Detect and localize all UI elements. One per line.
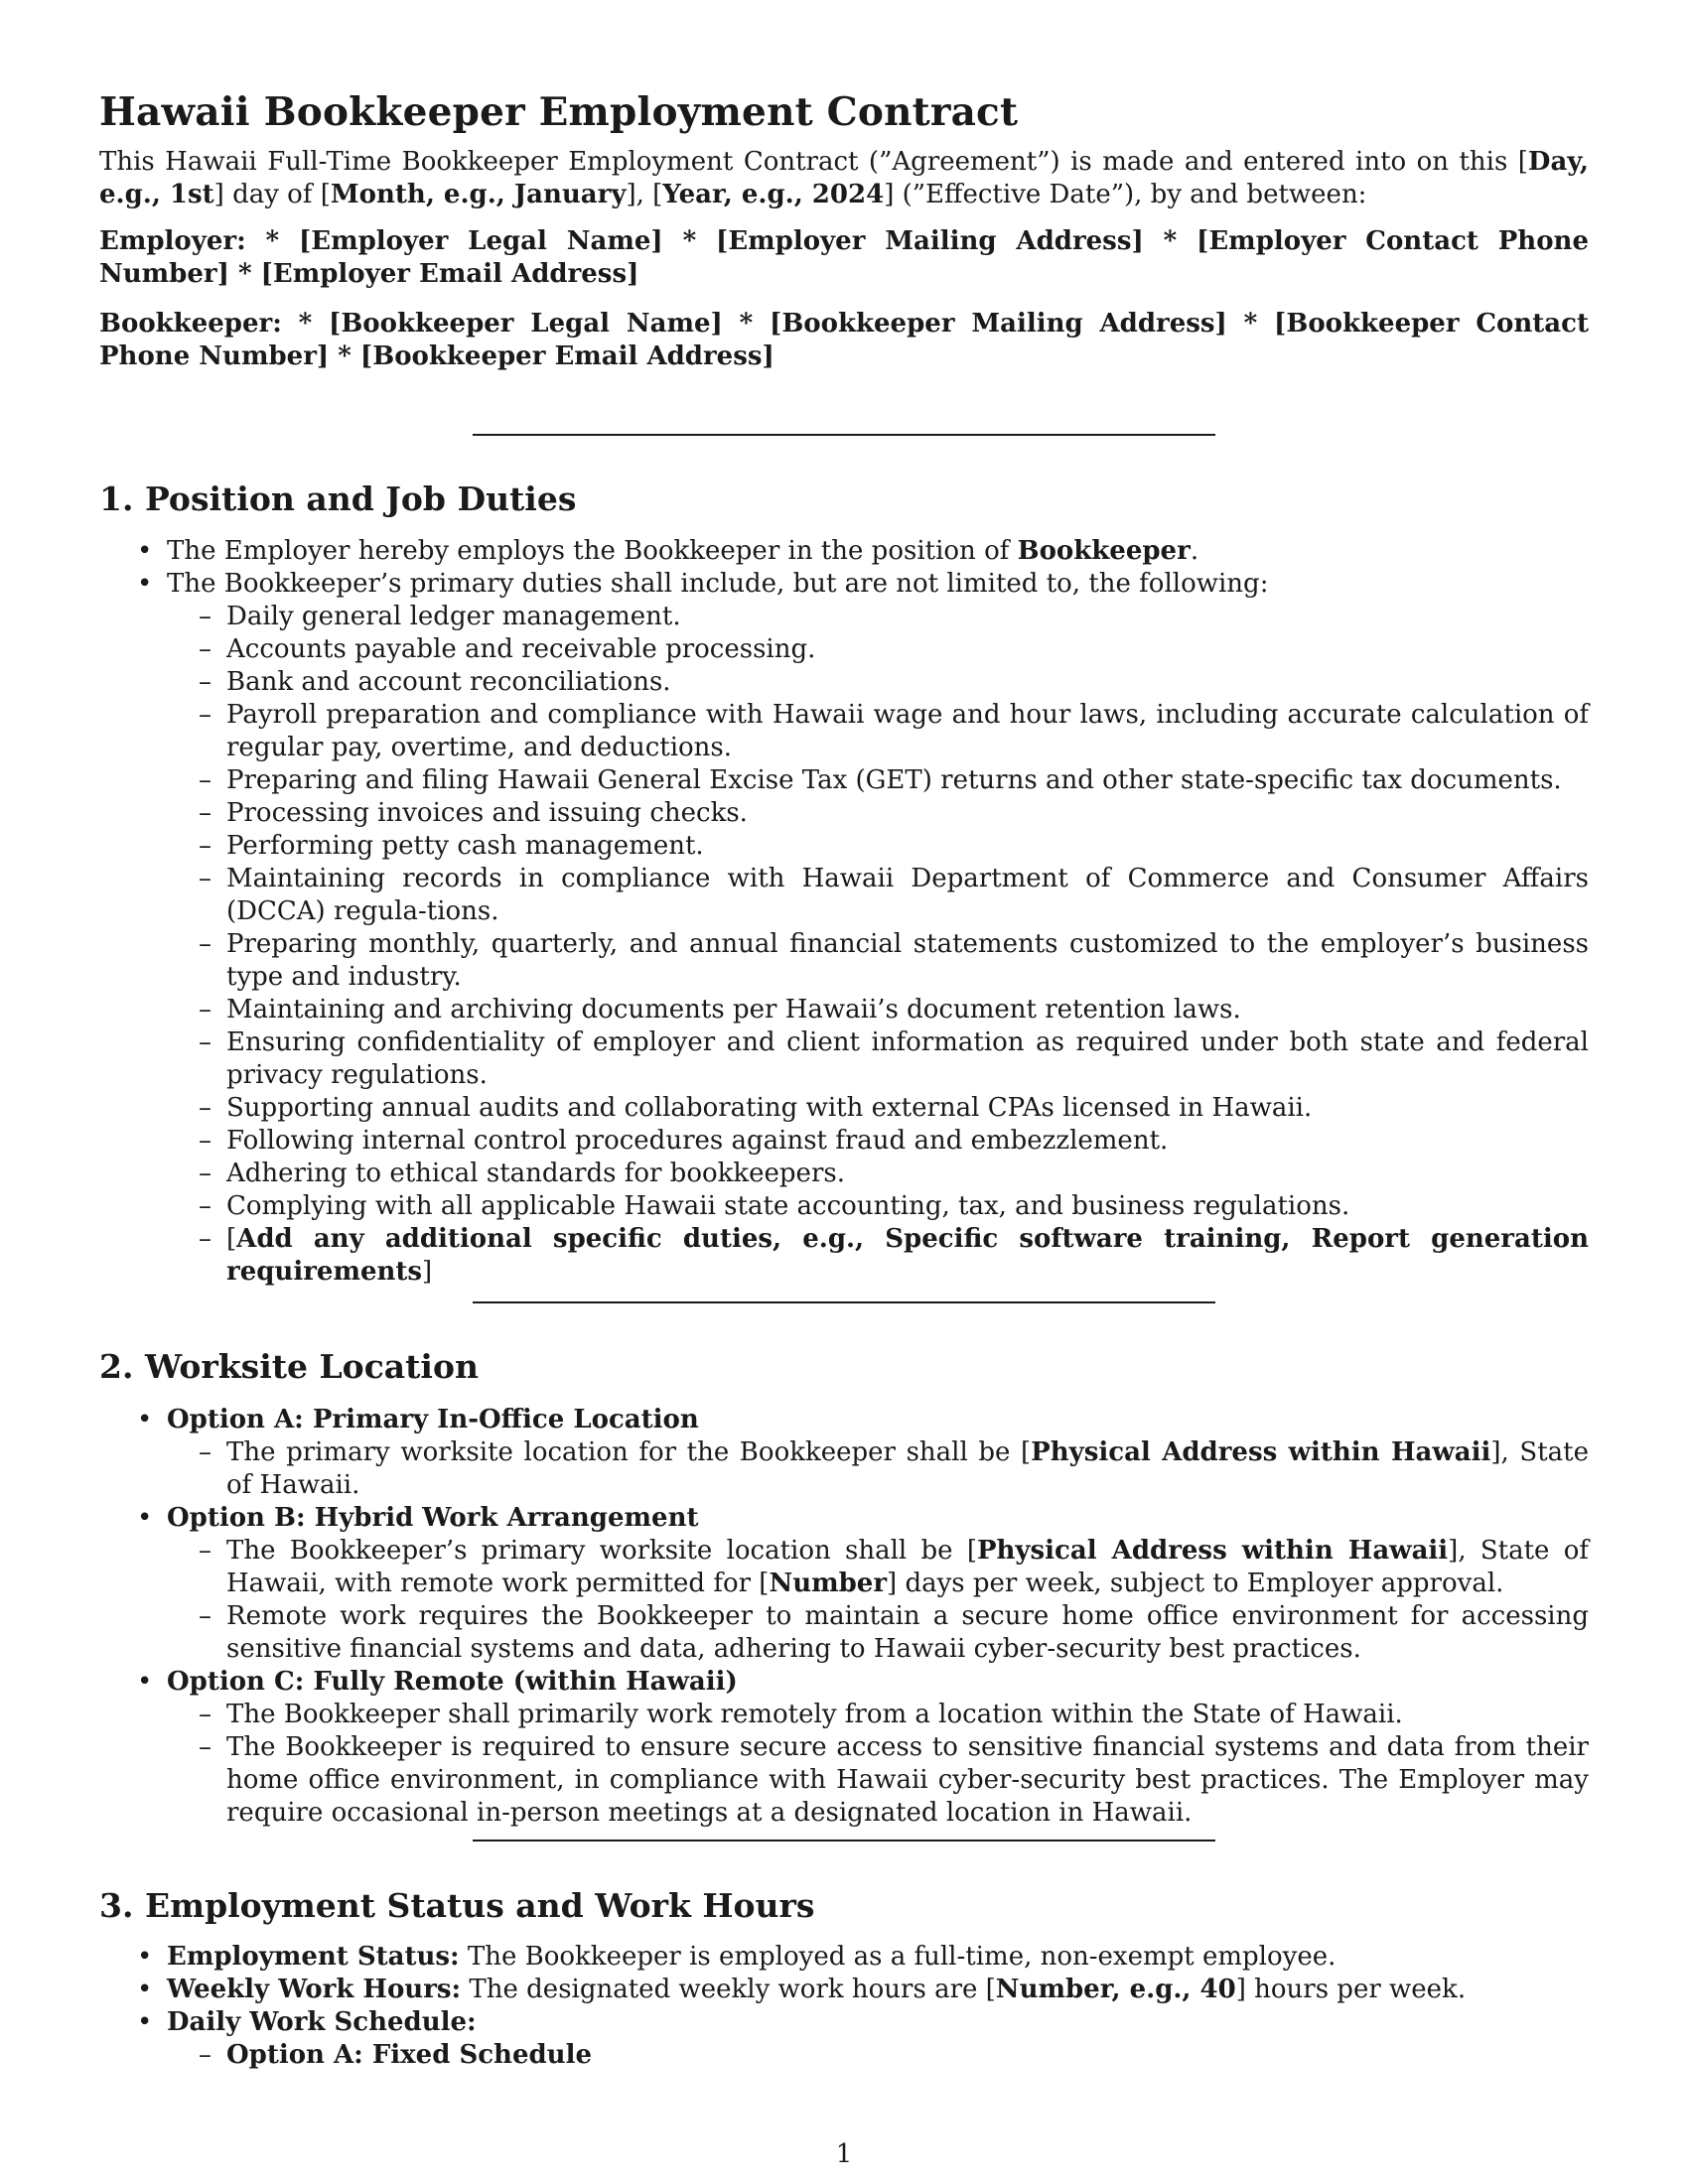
list-item: • Daily Work Schedule: – Option A: Fixed Schedule [99,2006,1589,2072]
list-item: • The Employer hereby employs the Bookkeeper in the position of Bookkeeper. [99,535,1589,568]
option-b-label: Option B: Hybrid Work Arrangement [167,1503,699,1533]
duty-item: – Processing invoices and issuing checks. [167,797,1589,830]
bookkeeper-label: Bookkeeper: [99,309,282,339]
duty-item: – [Add any additional specific duties, e.g., Specific software training, Report generation requirements] [167,1223,1589,1289]
list-item: – Option A: Fixed Schedule [167,2039,1589,2072]
section-3-list [99,1941,1589,2072]
employer-label: Employer: [99,226,246,256]
duty-item: – Ensuring confidentiality of employer and client information as required under both state and federal privacy regulations. [167,1026,1589,1092]
list-item: • Employment Status: The Bookkeeper is employed as a full-time, non-exempt employee. [99,1941,1589,1974]
duty-item: – Performing petty cash management. [167,830,1589,863]
bookkeeper-block: Bookkeeper: * [Bookkeeper Legal Name] * [Bookkeeper Mailing Address] * [Bookkeeper Contact Phone Number] * [Bookkeeper Email Address] [99,309,1589,371]
list-item: – The Bookkeeper’s primary worksite location shall be [Physical Address within Hawaii], State of Hawaii, with remote work permitted for [Number] days per week, subject to Employer approval. [167,1535,1589,1600]
employer-name: Employer Legal Name [311,226,651,256]
section-2-list [99,1404,1589,1830]
page-number: 1 [835,2139,853,2169]
list-item: – The Bookkeeper is required to ensure secure access to sensitive financial systems and data from their home office environment, in compliance with Hawaii cyber-security best practices. The Employer may require occasional in-person meetings at a designated location in Hawaii. [167,1731,1589,1830]
employer-block: Employer: * [Employer Legal Name] * [Employer Mailing Address] * [Employer Contact Phone Number] * [Employer Email Address] [99,226,1589,289]
list-item: • The Bookkeeper’s primary duties shall include, but are not limited to, the following: – Daily general ledger management. – Accounts payable and receivable processing. – Bank and account reconciliations. – Payroll preparation and compliance with Hawaii wage and hour laws, including accurate calculation of regular pay, overtime, and deductions. – Preparing and filing Hawaii General Excise Tax (GET) returns and other state-specific tax documents. – Processing invoices and issuing checks. – Performing petty cash management. – Maintaining records in compliance with Hawaii Department of Commerce and Consumer Affairs (DCCA) regula-tions. – Preparing monthly, quarterly, and annual financial statements customized to the employer’s business type and industry. – Maintaining and archiving documents per Hawaii’s document retention laws. – Ensuring confidentiality of employer and client information as required under both state and federal privacy regulations. – Supporting annual audits and collaborating with external CPAs licensed in Hawaii. – Following internal control procedures against fraud and embezzlement. – Adhering to ethical standards for bookkeepers. – Complying with all applicable Hawaii state accounting, tax, and business regulations. – [Add any additional specific duties, e.g., Specific software training, Report generation requirements] [99,568,1589,1289]
duty-item: – Payroll preparation and compliance with Hawaii wage and hour laws, including accurate calculation of regular pay, overtime, and deductions. [167,699,1589,764]
list-item [99,1502,1589,1666]
duties-list [167,601,1589,1289]
duty-item: – Preparing monthly, quarterly, and annual financial statements customized to the employer’s business type and industry. [167,928,1589,994]
section-divider [473,1840,1215,1842]
bookkeeper-email: Bookkeeper Email Address [372,341,763,371]
duty-item: – Bank and account reconciliations. [167,666,1589,699]
section-1-heading: 1. Position and Job Duties [99,479,577,518]
list-item: – The primary worksite location for the Bookkeeper shall be [Physical Address within Hawaii], State of Hawaii. [167,1436,1589,1502]
duty-item: – Supporting annual audits and collaborating with external CPAs licensed in Hawaii. [167,1092,1589,1125]
employer-phone: Employer Contact Phone Number [99,226,1589,289]
document-title: Hawaii Bookkeeper Employment Contract [99,89,1019,135]
bookkeeper-phone: Bookkeeper Contact Phone Number [99,309,1589,371]
duty-item: – Maintaining and archiving documents per Hawaii’s document retention laws. [167,994,1589,1026]
year-placeholder: Year, e.g., 2024 [662,180,885,209]
duty-item: – Daily general ledger management. [167,601,1589,633]
duty-item: – Accounts payable and receivable processing. [167,633,1589,666]
list-item: • Weekly Work Hours: The designated weekly work hours are [Number, e.g., 40] hours per week. [99,1974,1589,2006]
list-item: – The Bookkeeper shall primarily work remotely from a location within the State of Hawaii. [167,1699,1589,1731]
section-divider [473,1301,1215,1303]
section-1-list [99,535,1589,1289]
section-2-heading: 2. Worksite Location [99,1347,479,1386]
intro-paragraph: This Hawaii Full-Time Bookkeeper Employment Contract (”Agreement”) is made and entered into on this [Day, e.g., 1st] day of [Month, e.g., January], [Year, e.g., 2024] (”Effective Date”), by and between: [99,147,1589,209]
duty-item: – Adhering to ethical standards for bookkeepers. [167,1158,1589,1190]
list-item [99,1666,1589,1830]
duty-item: – Preparing and filing Hawaii General Excise Tax (GET) returns and other state-specific tax documents. [167,764,1589,797]
option-a-label: Option A: Primary In-Office Location [167,1405,699,1434]
option-c-label: Option C: Fully Remote (within Hawaii) [167,1667,738,1697]
list-item [99,1404,1589,1502]
employer-email: Employer Email Address [272,259,628,289]
day-placeholder: Day, e.g., 1st [99,147,1589,209]
bookkeeper-name: Bookkeeper Legal Name [341,309,711,339]
duty-item: – Complying with all applicable Hawaii state accounting, tax, and business regulations. [167,1190,1589,1223]
section-3-heading: 3. Employment Status and Work Hours [99,1886,815,1925]
employer-address: Employer Mailing Address [728,226,1132,256]
section-divider [473,434,1215,436]
month-placeholder: Month, e.g., January [330,180,627,209]
bookkeeper-address: Bookkeeper Mailing Address [781,309,1215,339]
duty-item: – Following internal control procedures against fraud and embezzlement. [167,1125,1589,1158]
duty-item: – Maintaining records in compliance with Hawaii Department of Commerce and Consumer Affairs (DCCA) regula-tions. [167,863,1589,928]
list-item: – Remote work requires the Bookkeeper to maintain a secure home office environment for accessing sensitive financial systems and data, adhering to Hawaii cyber-security best practices. [167,1600,1589,1666]
